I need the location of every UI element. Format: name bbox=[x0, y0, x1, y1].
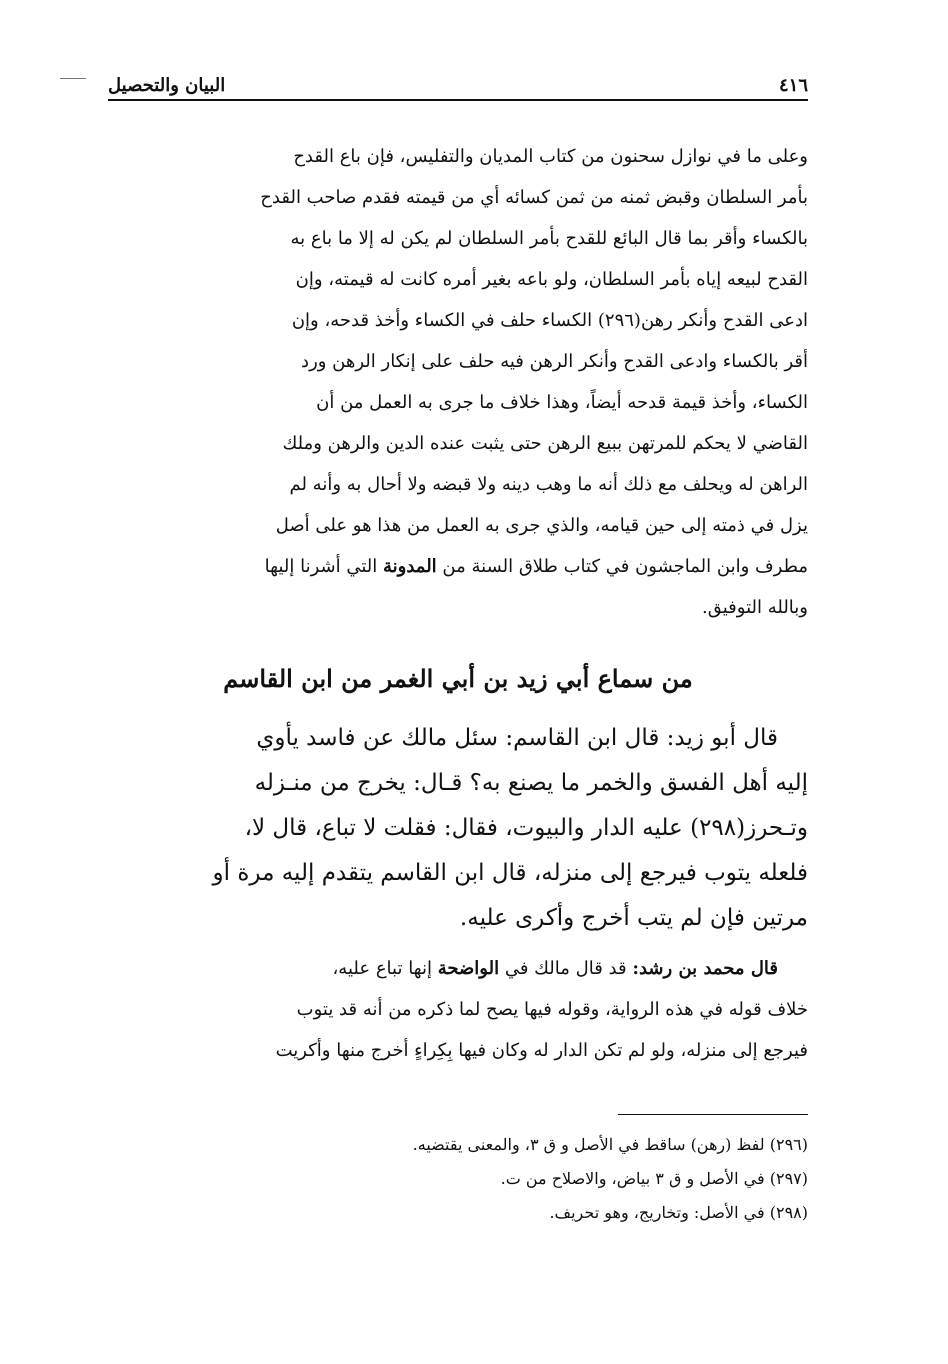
text-line: الراهن له ويحلف مع ذلك أنه ما وهب دينه ولا قبضه ولا أحال به وأنه لم bbox=[289, 474, 808, 495]
header-rule bbox=[108, 99, 808, 101]
text-line: فلعله يتوب فيرجع إلى منزله، قال ابن القاسم يتقدم إليه مرة أو bbox=[212, 860, 808, 886]
text-line: خلاف قوله في هذه الرواية، وقوله فيها يصح لما ذكره من أنه قد يتوب bbox=[296, 999, 808, 1020]
paragraph-3 bbox=[108, 948, 808, 1071]
footnote-rule bbox=[618, 1114, 808, 1115]
page-number: ٤١٦ bbox=[778, 75, 808, 96]
text-segment: مطرف وابن الماجشون في كتاب طلاق السنة من bbox=[442, 556, 808, 577]
text-segment: قد قال مالك في bbox=[504, 958, 627, 979]
text-line bbox=[108, 546, 808, 587]
text-line: بأمر السلطان وقبض ثمنه من ثمن كسائه أي من قيمته فقدم صاحب القدح bbox=[260, 187, 808, 208]
footnote: (٢٩٨) في الأصل: وتخاريج، وهو تحريف. bbox=[549, 1203, 808, 1222]
book-title-mudawwana: المدونة bbox=[382, 556, 437, 577]
text-line: وبالله التوفيق. bbox=[702, 597, 808, 618]
paragraph-1 bbox=[108, 136, 808, 628]
text-line: الكساء، وأخذ قيمة قدحه أيضاً، وهذا خلاف ما جرى به العمل من أن bbox=[316, 392, 808, 413]
text-segment: التي أشرنا إليها bbox=[264, 556, 378, 577]
text-line: أقر بالكساء وادعى القدح وأنكر الرهن فيه حلف على إنكار الرهن ورد bbox=[301, 351, 808, 372]
text-line: مرتين فإن لم يتب أخرج وأكرى عليه. bbox=[459, 905, 808, 931]
text-line: ادعى القدح وأنكر رهن(٢٩٦) الكساء حلف في الكساء وأخذ قدحه، وإن bbox=[291, 310, 808, 331]
footnote: (٢٩٧) في الأصل و ق ٣ بياض، والاصلاح من ت. bbox=[500, 1169, 808, 1188]
text-line: وعلى ما في نوازل سحنون من كتاب المديان والتفليس، فإن باع القدح bbox=[293, 146, 808, 167]
footnote: (٢٩٦) لفظ (رهن) ساقط في الأصل و ق ٣، والمعنى يقتضيه. bbox=[412, 1135, 808, 1154]
text-line: القدح لبيعه إياه بأمر السلطان، ولو باعه بغير أمره كانت له قيمته، وإن bbox=[295, 269, 808, 290]
text-line: قال أبو زيد: قال ابن القاسم: سئل مالك عن فاسد يأوي bbox=[256, 725, 778, 751]
footnotes bbox=[108, 1128, 808, 1230]
margin-mark bbox=[60, 78, 86, 79]
page-header bbox=[108, 68, 808, 96]
text-line: بالكساء وأقر بما قال البائع للقدح بأمر السلطان لم يكن له إلا ما باع به bbox=[290, 228, 808, 249]
text-segment: إنها تباع عليه، bbox=[332, 958, 432, 979]
book-title-wadiha: الواضحة bbox=[437, 958, 500, 979]
text-line: فيرجع إلى منزله، ولو لم تكن الدار له وكان فيها بِكِراءٍ أخرج منها وأكريت bbox=[275, 1040, 808, 1061]
text-line bbox=[108, 948, 808, 989]
section-heading: من سماع أبي زيد بن أبي الغمر من ابن القاسم bbox=[223, 664, 693, 693]
text-line: القاضي لا يحكم للمرتهن ببيع الرهن حتى يثبت عنده الدين والرهن وملك bbox=[282, 433, 808, 454]
text-line: إليه أهل الفسق والخمر ما يصنع به؟ قـال: يخرج من منـزله bbox=[254, 770, 808, 796]
commentator-label: قال محمد بن رشد: bbox=[632, 958, 778, 979]
text-line: يزل في ذمته إلى حين قيامه، والذي جرى به العمل من هذا هو على أصل bbox=[275, 515, 808, 536]
text-line: وتـحرز(٢٩٨) عليه الدار والبيوت، فقال: فقلت لا تباع، قال لا، bbox=[244, 815, 808, 841]
paragraph-2 bbox=[108, 716, 808, 941]
running-title: البيان والتحصيل bbox=[108, 75, 226, 96]
